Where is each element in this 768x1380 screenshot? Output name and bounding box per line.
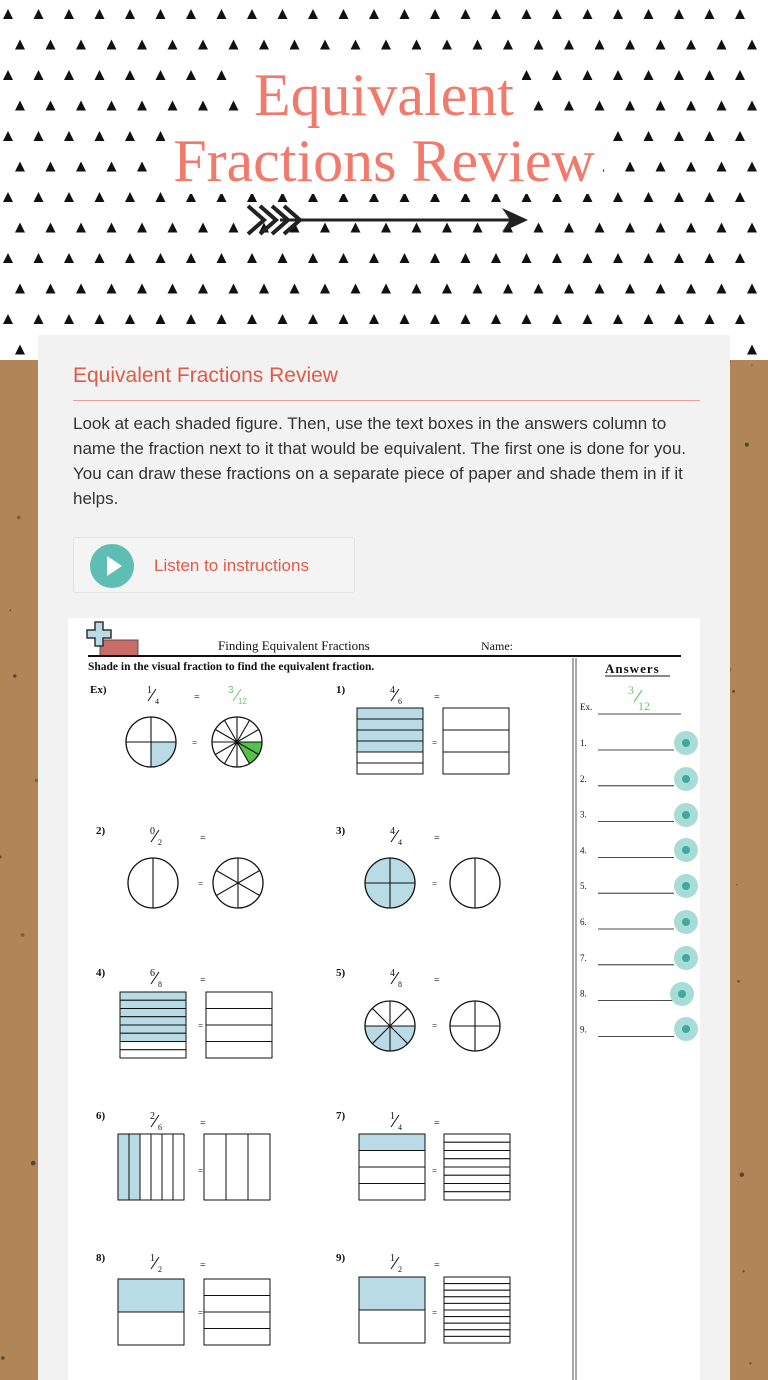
fraction-rectangle — [118, 1134, 184, 1200]
arrow-icon — [240, 200, 540, 240]
triangle-mark — [290, 284, 300, 294]
fraction-circle — [213, 858, 263, 908]
triangle-mark — [522, 9, 532, 19]
triangle-mark — [583, 314, 593, 324]
triangle-mark — [625, 284, 635, 294]
triangle-mark — [400, 9, 410, 19]
cork-speck — [732, 690, 735, 693]
header-banner — [0, 0, 768, 360]
problem-label: Ex) — [90, 684, 107, 696]
problem-label: 2) — [96, 825, 106, 837]
triangle-mark — [552, 9, 562, 19]
triangle-mark — [46, 223, 56, 233]
triangle-mark — [705, 9, 715, 19]
triangle-mark — [247, 9, 257, 19]
fraction-numerator: 2 — [150, 1111, 155, 1122]
triangle-mark — [583, 253, 593, 263]
triangle-mark — [34, 9, 44, 19]
equals-sign: = — [432, 1308, 438, 1318]
triangle-mark — [217, 9, 227, 19]
triangle-mark — [125, 253, 135, 263]
triangle-mark — [125, 9, 135, 19]
answer-input-5[interactable] — [598, 875, 674, 893]
triangle-mark — [137, 284, 147, 294]
triangle-mark — [461, 9, 471, 19]
fraction-rectangle — [204, 1279, 270, 1345]
equals-sign: = — [434, 1118, 440, 1129]
triangle-mark — [583, 9, 593, 19]
equals-sign: = — [194, 692, 200, 703]
problem-label: 1) — [336, 684, 346, 696]
triangle-mark — [656, 284, 666, 294]
triangle-mark — [613, 253, 623, 263]
equals-sign: = — [432, 738, 438, 748]
triangle-mark — [3, 314, 13, 324]
triangle-mark — [686, 284, 696, 294]
fraction-rectangle — [359, 1134, 425, 1200]
triangle-mark — [534, 284, 544, 294]
cork-speck — [10, 609, 12, 611]
triangle-mark — [308, 314, 318, 324]
fraction-numerator: 6 — [150, 968, 155, 979]
triangle-mark — [674, 253, 684, 263]
answer-input-6[interactable] — [598, 911, 674, 929]
page-title-line1: Equivalent — [246, 62, 522, 128]
triangle-mark — [259, 284, 269, 294]
triangle-mark — [442, 40, 452, 50]
fraction-denominator: 8 — [398, 980, 402, 989]
triangle-mark — [717, 284, 727, 294]
triangle-mark — [686, 40, 696, 50]
triangle-mark — [644, 9, 654, 19]
triangle-mark — [735, 253, 745, 263]
triangle-mark — [625, 223, 635, 233]
triangle-mark — [625, 40, 635, 50]
triangle-mark — [76, 40, 86, 50]
triangle-mark — [3, 253, 13, 263]
triangle-mark — [186, 253, 196, 263]
problem-label: 6) — [96, 1110, 106, 1122]
triangle-mark — [747, 345, 757, 355]
triangle-mark — [64, 9, 74, 19]
triangle-mark — [400, 314, 410, 324]
equals-sign: = — [432, 1021, 438, 1031]
triangle-mark — [217, 314, 227, 324]
cork-speck — [0, 855, 2, 858]
example-fraction-den: 12 — [238, 697, 247, 706]
triangle-mark — [290, 40, 300, 50]
triangle-mark — [34, 314, 44, 324]
fraction-numerator: 1 — [390, 1253, 395, 1264]
page-title — [0, 62, 768, 194]
triangle-mark — [503, 284, 513, 294]
triangle-mark — [95, 9, 105, 19]
answers-title: Answers — [605, 661, 660, 676]
equals-sign: = — [198, 1021, 204, 1031]
triangle-mark — [198, 284, 208, 294]
fraction-denominator: 6 — [398, 697, 402, 706]
triangle-mark — [168, 40, 178, 50]
answer-row-label: 8. — [580, 988, 587, 999]
triangle-mark — [644, 253, 654, 263]
triangle-mark — [76, 223, 86, 233]
triangle-mark — [717, 223, 727, 233]
answer-row-label: 7. — [580, 952, 587, 963]
triangle-mark — [15, 345, 25, 355]
triangle-mark — [76, 284, 86, 294]
equals-sign: = — [192, 738, 198, 748]
triangle-mark — [473, 284, 483, 294]
triangle-mark — [339, 253, 349, 263]
answer-textbox-marker[interactable] — [674, 767, 698, 791]
triangle-mark — [552, 314, 562, 324]
equals-sign: = — [432, 879, 438, 889]
fraction-denominator: 2 — [158, 1265, 162, 1274]
triangle-mark — [278, 314, 288, 324]
answer-input-1[interactable] — [598, 732, 674, 750]
triangle-mark — [320, 40, 330, 50]
fraction-circle — [450, 858, 500, 908]
triangle-mark — [64, 314, 74, 324]
triangle-mark — [46, 284, 56, 294]
listen-label: Listen to instructions — [154, 556, 309, 575]
name-label: Name: — [481, 639, 513, 653]
triangle-mark — [552, 253, 562, 263]
triangle-mark — [503, 40, 513, 50]
fraction-denominator: 4 — [155, 697, 159, 706]
triangle-mark — [491, 9, 501, 19]
example-answer-den: 12 — [638, 699, 650, 713]
triangle-mark — [34, 253, 44, 263]
triangle-mark — [442, 284, 452, 294]
triangle-mark — [229, 284, 239, 294]
triangle-mark — [686, 223, 696, 233]
fraction-numerator: 4 — [390, 826, 395, 837]
worksheet-heading: Finding Equivalent Fractions — [218, 638, 370, 653]
answer-textbox-marker[interactable] — [674, 803, 698, 827]
triangle-mark — [278, 9, 288, 19]
triangle-mark — [381, 40, 391, 50]
triangle-mark — [564, 223, 574, 233]
triangle-mark — [186, 314, 196, 324]
triangle-mark — [351, 40, 361, 50]
triangle-mark — [412, 284, 422, 294]
triangle-mark — [320, 284, 330, 294]
triangle-mark — [95, 314, 105, 324]
fraction-numerator: 0 — [150, 826, 155, 837]
equals-sign: = — [434, 1260, 440, 1271]
problem-2 — [96, 825, 206, 889]
problem-0 — [90, 684, 247, 748]
triangle-mark — [735, 9, 745, 19]
fraction-numerator: 1 — [150, 1253, 155, 1264]
answer-row-label: 1. — [580, 738, 587, 748]
page-title-line2: Fractions Review — [165, 128, 603, 194]
fraction-circle — [365, 858, 415, 908]
triangle-mark — [15, 40, 25, 50]
problem-5 — [336, 967, 440, 1031]
fraction-circle — [212, 717, 262, 767]
title-divider — [73, 400, 700, 401]
triangle-mark — [534, 40, 544, 50]
triangle-mark — [247, 314, 257, 324]
triangle-mark — [339, 9, 349, 19]
answer-textbox-marker[interactable] — [670, 982, 694, 1006]
triangle-mark — [217, 253, 227, 263]
answer-input-2[interactable] — [598, 768, 674, 786]
triangle-mark — [186, 9, 196, 19]
triangle-mark — [656, 40, 666, 50]
triangle-mark — [522, 253, 532, 263]
triangle-mark — [15, 223, 25, 233]
triangle-mark — [229, 40, 239, 50]
triangle-mark — [278, 253, 288, 263]
triangle-mark — [259, 40, 269, 50]
activity-title: Equivalent Fractions Review — [73, 364, 338, 387]
answer-row-label: 9. — [580, 1024, 587, 1035]
answer-input-4[interactable] — [598, 839, 674, 857]
triangle-mark — [735, 314, 745, 324]
answer-row-label: 2. — [580, 773, 587, 784]
answer-input-3[interactable] — [598, 804, 674, 822]
cork-speck — [31, 1161, 36, 1166]
fraction-denominator: 6 — [158, 1123, 162, 1132]
triangle-mark — [198, 223, 208, 233]
fraction-circle — [128, 858, 178, 908]
triangle-mark — [168, 284, 178, 294]
fraction-circle — [126, 717, 176, 767]
triangle-mark — [473, 40, 483, 50]
fraction-denominator: 2 — [398, 1265, 402, 1274]
problem-label: 7) — [336, 1110, 346, 1122]
triangle-mark — [107, 223, 117, 233]
triangle-mark — [595, 223, 605, 233]
triangle-mark — [369, 314, 379, 324]
triangle-mark — [595, 284, 605, 294]
triangle-mark — [430, 314, 440, 324]
triangle-mark — [137, 40, 147, 50]
instructions-text: Look at each shaded figure. Then, use the text boxes in the answers column to name the fraction next to it that would be equivalent. The first one is done for you. You can draw these fractions on a separate piece of paper and shade them in if it helps. — [73, 414, 686, 508]
answer-row-label: 4. — [580, 845, 587, 856]
cork-speck — [736, 884, 737, 885]
listen-instructions-button[interactable] — [73, 537, 355, 593]
problem-label: 8) — [96, 1252, 106, 1264]
answer-input-9[interactable] — [598, 1018, 674, 1036]
fraction-numerator: 1 — [390, 1111, 395, 1122]
triangle-mark — [461, 314, 471, 324]
answer-row-label: 3. — [580, 809, 587, 820]
fraction-denominator: 2 — [158, 838, 162, 847]
answer-textbox-marker[interactable] — [674, 946, 698, 970]
fraction-rectangle — [357, 708, 423, 774]
answer-row-label: 6. — [580, 917, 587, 927]
equals-sign: = — [200, 1260, 206, 1271]
triangle-mark — [491, 253, 501, 263]
worksheet — [68, 618, 700, 1380]
cork-speck — [737, 980, 739, 982]
triangle-mark — [400, 253, 410, 263]
problem-label: 4) — [96, 967, 106, 979]
problem-label: 9) — [336, 1252, 346, 1264]
example-answer-num: 3 — [628, 683, 634, 697]
triangle-mark — [613, 9, 623, 19]
triangle-mark — [229, 223, 239, 233]
triangle-mark — [156, 314, 166, 324]
triangle-mark — [412, 40, 422, 50]
triangle-mark — [430, 253, 440, 263]
answer-textbox-marker[interactable] — [674, 731, 698, 755]
equals-sign: = — [200, 833, 206, 844]
fraction-rectangle — [204, 1134, 270, 1200]
fraction-rectangle — [118, 1279, 184, 1345]
triangle-mark — [564, 40, 574, 50]
answer-textbox-marker[interactable] — [674, 874, 698, 898]
worksheet-subheading: Shade in the visual fraction to find the equivalent fraction. — [88, 661, 375, 673]
triangle-mark — [430, 9, 440, 19]
fraction-rectangle — [444, 1134, 510, 1200]
triangle-mark — [747, 223, 757, 233]
answer-input-7[interactable] — [598, 947, 674, 965]
fraction-denominator: 4 — [398, 838, 402, 847]
fraction-denominator: 4 — [398, 1123, 402, 1132]
equals-sign: = — [198, 879, 204, 889]
triangle-mark — [747, 284, 757, 294]
equals-sign: = — [434, 833, 440, 844]
example-fraction-num: 3 — [228, 685, 234, 696]
fraction-rectangle — [120, 992, 186, 1058]
cork-speck — [745, 443, 749, 447]
triangle-mark — [491, 314, 501, 324]
triangle-mark — [522, 314, 532, 324]
triangle-mark — [381, 284, 391, 294]
triangle-mark — [308, 9, 318, 19]
equals-sign: = — [198, 1166, 204, 1176]
fraction-circle — [450, 1001, 500, 1051]
triangle-mark — [15, 284, 25, 294]
cork-speck — [21, 933, 25, 937]
answer-row-label: Ex. — [580, 702, 593, 712]
triangle-mark — [156, 253, 166, 263]
cork-speck — [1, 1356, 4, 1359]
fraction-numerator: 1 — [147, 685, 152, 696]
answer-row-label: 5. — [580, 881, 587, 892]
fraction-rectangle — [359, 1277, 425, 1343]
triangle-mark — [125, 314, 135, 324]
triangle-mark — [107, 284, 117, 294]
equals-sign: = — [200, 1118, 206, 1129]
triangle-mark — [674, 314, 684, 324]
triangle-mark — [46, 40, 56, 50]
plus-icon — [87, 622, 138, 656]
triangle-mark — [156, 9, 166, 19]
fraction-rectangle — [206, 992, 272, 1058]
cork-speck — [743, 1270, 745, 1272]
cork-speck — [13, 674, 16, 677]
fraction-denominator: 8 — [158, 980, 162, 989]
triangle-mark — [613, 314, 623, 324]
cork-speck — [749, 1362, 751, 1364]
triangle-mark — [3, 9, 13, 19]
triangle-mark — [595, 40, 605, 50]
triangle-mark — [564, 284, 574, 294]
triangle-mark — [95, 253, 105, 263]
triangle-mark — [351, 284, 361, 294]
triangle-mark — [656, 223, 666, 233]
fraction-rectangle — [443, 708, 509, 774]
triangle-mark — [717, 40, 727, 50]
problem-label: 3) — [336, 825, 346, 837]
answer-input-8[interactable] — [598, 983, 674, 1001]
triangle-mark — [308, 253, 318, 263]
triangle-mark — [137, 223, 147, 233]
fraction-numerator: 4 — [390, 685, 395, 696]
triangle-mark — [168, 223, 178, 233]
triangle-mark — [369, 253, 379, 263]
triangle-mark — [247, 253, 257, 263]
triangle-mark — [644, 314, 654, 324]
triangle-mark — [339, 314, 349, 324]
problem-label: 5) — [336, 967, 346, 979]
cork-speck — [17, 516, 21, 520]
triangle-mark — [674, 9, 684, 19]
equals-sign: = — [198, 1308, 204, 1318]
triangle-mark — [461, 253, 471, 263]
fraction-rectangle — [444, 1277, 510, 1343]
play-icon[interactable] — [90, 544, 134, 588]
cork-speck — [751, 364, 753, 366]
fraction-circle — [365, 1001, 415, 1051]
triangle-mark — [107, 40, 117, 50]
equals-sign: = — [434, 692, 440, 703]
equals-sign: = — [434, 975, 440, 986]
answer-textbox-marker[interactable] — [674, 910, 698, 934]
triangle-mark — [64, 253, 74, 263]
equals-sign: = — [200, 975, 206, 986]
triangle-mark — [705, 253, 715, 263]
fraction-numerator: 4 — [390, 968, 395, 979]
triangle-mark — [705, 314, 715, 324]
cork-speck — [740, 1172, 745, 1177]
triangle-mark — [198, 40, 208, 50]
equals-sign: = — [432, 1166, 438, 1176]
triangle-mark — [747, 40, 757, 50]
triangle-mark — [369, 9, 379, 19]
